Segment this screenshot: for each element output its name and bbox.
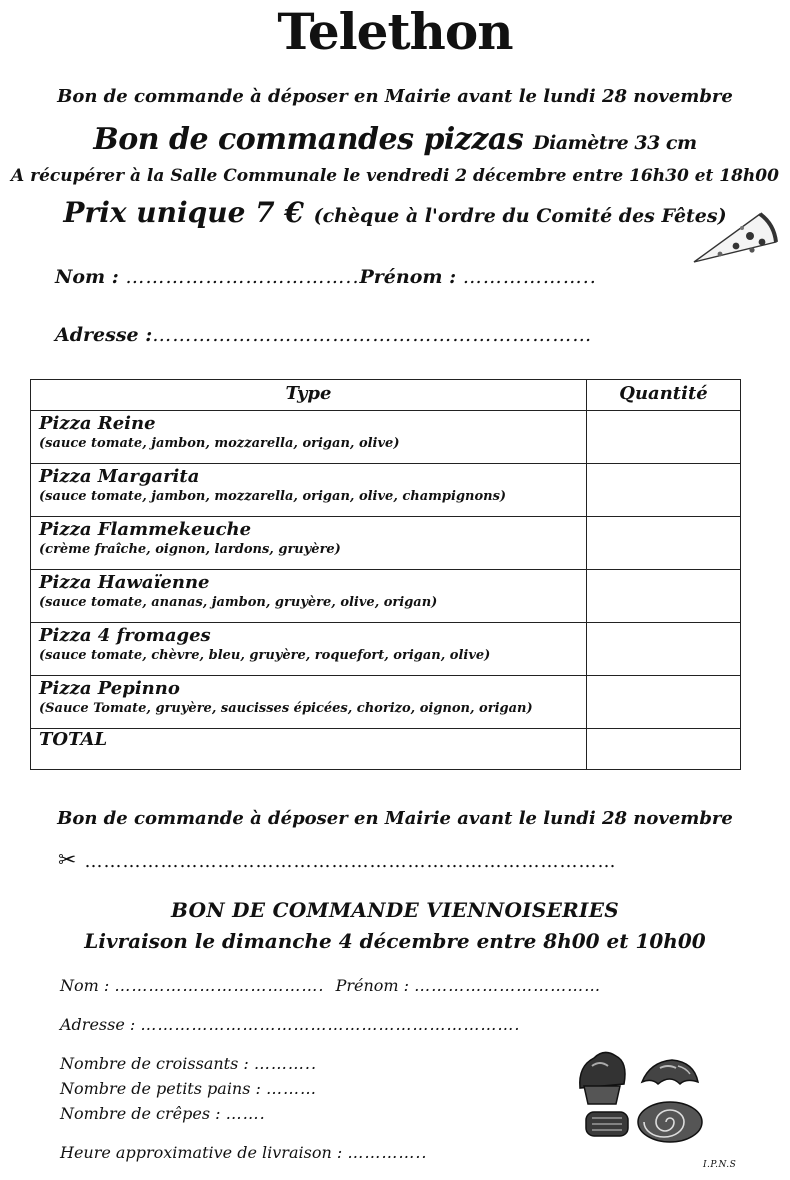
pizza-type-cell (31, 570, 587, 623)
nom-field[interactable]: …………………………….. (125, 266, 360, 288)
scissors-icon: ✂ (58, 848, 77, 873)
v-nom-label: Nom : (60, 976, 110, 995)
croissants-field[interactable]: ……….. (253, 1054, 318, 1073)
v-adresse-label: Adresse : (60, 1015, 136, 1034)
table-row (31, 411, 741, 464)
pizza-address-row (55, 324, 592, 346)
pizza-price-line (0, 196, 790, 229)
pizza-type-cell (31, 464, 587, 517)
table-row (31, 623, 741, 676)
quantity-cell[interactable] (587, 676, 741, 729)
pizza-pickup-info: A récupérer à la Salle Communale le vendredi 2 décembre entre 16h30 et 18h00 (11, 166, 779, 186)
pizza-ingredients: (sauce tomate, chèvre, bleu, gruyère, roquefort, origan, olive) (39, 648, 491, 663)
heure-label: Heure approximative de livraison : (60, 1143, 343, 1162)
type-header: Type (31, 380, 587, 411)
heure-row (60, 1143, 428, 1162)
crepes-field[interactable]: ……. (225, 1104, 266, 1123)
table-row (31, 676, 741, 729)
v-nom-field[interactable]: ………………………………. (114, 976, 325, 995)
quantity-cell[interactable] (587, 464, 741, 517)
quantity-cell[interactable] (587, 623, 741, 676)
table-header-row (31, 380, 741, 411)
pizza-name: Pizza 4 fromages (39, 625, 211, 646)
v-prenom-field[interactable]: …………………………… (414, 976, 602, 995)
crepes-label: Nombre de crêpes : (60, 1104, 221, 1123)
pizza-ingredients: (Sauce Tomate, gruyère, saucisses épicées, chorizo, oignon, origan) (39, 701, 533, 716)
deposit-notice-top: Bon de commande à déposer en Mairie avant le lundi 28 novembre (57, 86, 733, 107)
pizza-slice-icon (690, 206, 780, 268)
pizza-type-cell (31, 676, 587, 729)
prenom-field[interactable]: ……………….. (462, 266, 597, 288)
viennoiseries-delivery: Livraison le dimanche 4 décembre entre 8h00 et 10h00 (84, 929, 706, 953)
pastries-icon (572, 1044, 712, 1148)
quantity-cell[interactable] (587, 411, 741, 464)
pizza-name: Pizza Reine (39, 413, 156, 434)
quantity-header: Quantité (587, 380, 741, 411)
pizza-ingredients: (sauce tomate, jambon, mozzarella, origan, olive) (39, 436, 400, 451)
pizza-heading-text: Bon de commandes pizzas (93, 122, 524, 157)
pizza-name: Pizza Pepinno (39, 678, 180, 699)
table-row (31, 464, 741, 517)
pizza-ingredients: (sauce tomate, jambon, mozzarella, origan, olive, champignons) (39, 489, 507, 504)
pizza-type-cell (31, 623, 587, 676)
adresse-field[interactable]: ………………………………………………………… (152, 324, 593, 346)
table-row (31, 517, 741, 570)
pizza-order-table (30, 379, 741, 770)
cut-line (58, 848, 616, 873)
pizza-type-cell (31, 411, 587, 464)
adresse-label: Adresse : (55, 324, 153, 346)
ipns-footer: I.P.N.S (703, 1160, 737, 1170)
total-quantity-cell[interactable] (587, 729, 741, 770)
viennoiseries-address-row (60, 1015, 520, 1034)
cut-dots: ………………………………………………………………………… (84, 851, 617, 872)
total-label: TOTAL (31, 729, 587, 770)
pizza-ingredients: (crème fraîche, oignon, lardons, gruyère) (39, 542, 341, 557)
v-adresse-field[interactable]: …………………………………………………………. (140, 1015, 521, 1034)
nom-label: Nom : (55, 266, 119, 288)
croissants-row (60, 1054, 317, 1073)
pizza-name: Pizza Hawaïenne (39, 572, 210, 593)
pizza-name: Pizza Margarita (39, 466, 200, 487)
page-title: Telethon (277, 2, 513, 61)
table-row (31, 570, 741, 623)
petits-pains-label: Nombre de petits pains : (60, 1079, 261, 1098)
viennoiseries-name-row (60, 976, 601, 995)
croissants-label: Nombre de croissants : (60, 1054, 249, 1073)
total-row (31, 729, 741, 770)
v-prenom-label: Prénom : (335, 976, 410, 995)
pizza-diameter: Diamètre 33 cm (533, 132, 697, 154)
viennoiseries-heading: BON DE COMMANDE VIENNOISERIES (171, 898, 619, 922)
prenom-label: Prénom : (359, 266, 457, 288)
quantity-cell[interactable] (587, 517, 741, 570)
pizza-name-row (55, 266, 597, 288)
petits-pains-row (60, 1079, 317, 1098)
pizza-order-heading (0, 122, 790, 157)
heure-field[interactable]: ………….. (347, 1143, 428, 1162)
pizza-price: Prix unique 7 € (63, 196, 304, 229)
pizza-type-cell (31, 517, 587, 570)
pizza-ingredients: (sauce tomate, ananas, jambon, gruyère, olive, origan) (39, 595, 438, 610)
quantity-cell[interactable] (587, 570, 741, 623)
deposit-notice-bottom: Bon de commande à déposer en Mairie avant le lundi 28 novembre (57, 808, 733, 829)
cheque-info: (chèque à l'ordre du Comité des Fêtes) (313, 205, 727, 227)
crepes-row (60, 1104, 266, 1123)
petits-pains-field[interactable]: ……… (266, 1079, 318, 1098)
pizza-name: Pizza Flammekeuche (39, 519, 252, 540)
